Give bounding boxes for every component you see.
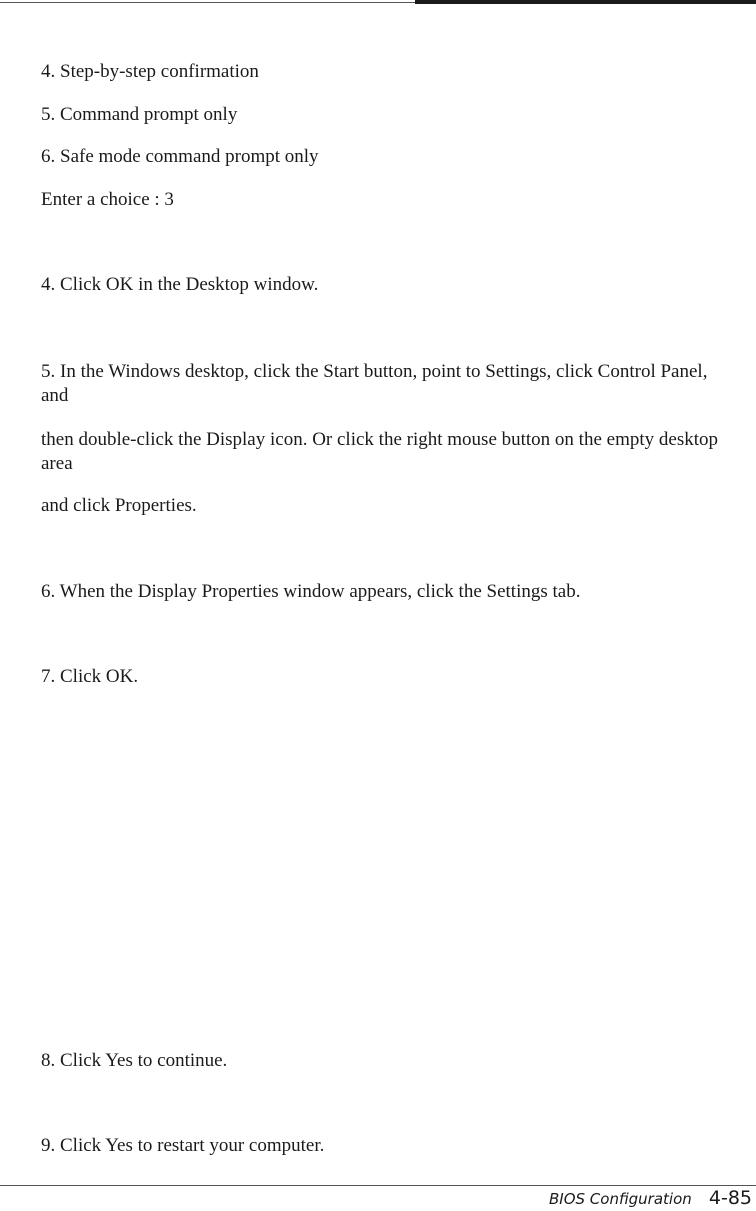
header-rule-thick [415, 0, 756, 4]
prompt-option: 4. Step-by-step confirmation [41, 61, 259, 82]
step-9: 9. Click Yes to restart your computer. [41, 1135, 325, 1156]
prompt-entry: Enter a choice : 3 [41, 189, 174, 210]
footer-rule [0, 1185, 756, 1186]
step-7: 7. Click OK. [41, 666, 139, 687]
page-number: 4-85 [708, 1187, 752, 1209]
step-8: 8. Click Yes to continue. [41, 1050, 228, 1071]
footer-section-title: BIOS Configuration [549, 1190, 692, 1208]
step-5-line-1: 5. In the Windows desktop, click the Start button, point to Settings, click Control Panel, and [41, 361, 708, 406]
step-6: 6. When the Display Properties window appears, click the Settings tab. [41, 581, 581, 602]
step-5-line-2: then double-click the Display icon. Or click the right mouse button on the empty desktop area [41, 429, 718, 474]
header-rule-thin [0, 2, 415, 3]
prompt-option: 6. Safe mode command prompt only [41, 146, 319, 167]
step-4: 4. Click OK in the Desktop window. [41, 274, 319, 295]
step-5-line-3: and click Properties. [41, 495, 197, 516]
prompt-option: 5. Command prompt only [41, 104, 238, 125]
